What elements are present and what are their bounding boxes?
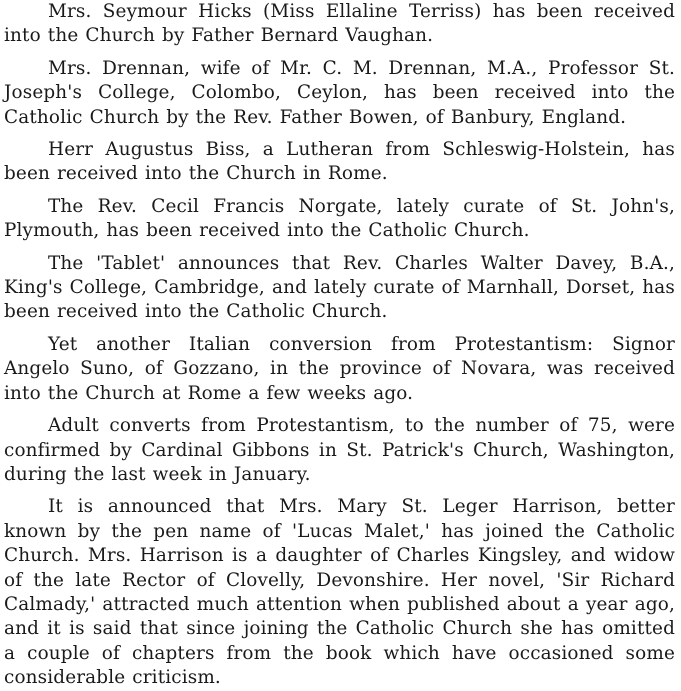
paragraph-gibbons: Adult converts from Protestantism, to the number of 75, were confirmed by Cardinal Gibbons in St. Patrick's Church, Washington, during the last week in January. bbox=[4, 415, 675, 485]
paragraph-davey: The 'Tablet' announces that Rev. Charles Walter Davey, B.A., King's College, Cambridge, and lately curate of Marnhall, Dorset, has been received into the Catholic Church. bbox=[4, 252, 675, 323]
paragraph-suno: Yet another Italian conversion from Protestantism: Signor Angelo Suno, of Gozzano, in the province of Novara, was received into the Church at Rome a few weeks ago. bbox=[4, 333, 675, 404]
paragraph-harrison: It is announced that Mrs. Mary St. Leger Harrison, better known by the pen name of 'Lucas Malet,' has joined the Catholic Church. Mrs. Harrison is a daughter of Charles Kingsley, and widow of the late Rector of Clovelly, Devonshire. Her novel, 'Sir Richard Calmady,' attracted much attention when published about a year ago, and it is said that since joining the Catholic Church she has omitted a couple of chapters from the book which have occasioned some considerable criticism. bbox=[4, 496, 675, 689]
paragraph-hicks: Mrs. Seymour Hicks (Miss Ellaline Terriss) has been received into the Church by Father Bernard Vaughan. bbox=[4, 1, 675, 47]
paragraph-norgate: The Rev. Cecil Francis Norgate, lately curate of St. John's, Plymouth, has been received into the Catholic Church. bbox=[4, 195, 675, 242]
paragraph-biss: Herr Augustus Biss, a Lutheran from Schleswig-Holstein, has been received into the Church in Rome. bbox=[4, 139, 675, 185]
paragraph-drennan: Mrs. Drennan, wife of Mr. C. M. Drennan, M.A., Professor St. Joseph's College, Colombo, Ceylon, has been received into the Catholic Church by the Rev. Father Bowen, of Banbury, England. bbox=[4, 57, 675, 128]
